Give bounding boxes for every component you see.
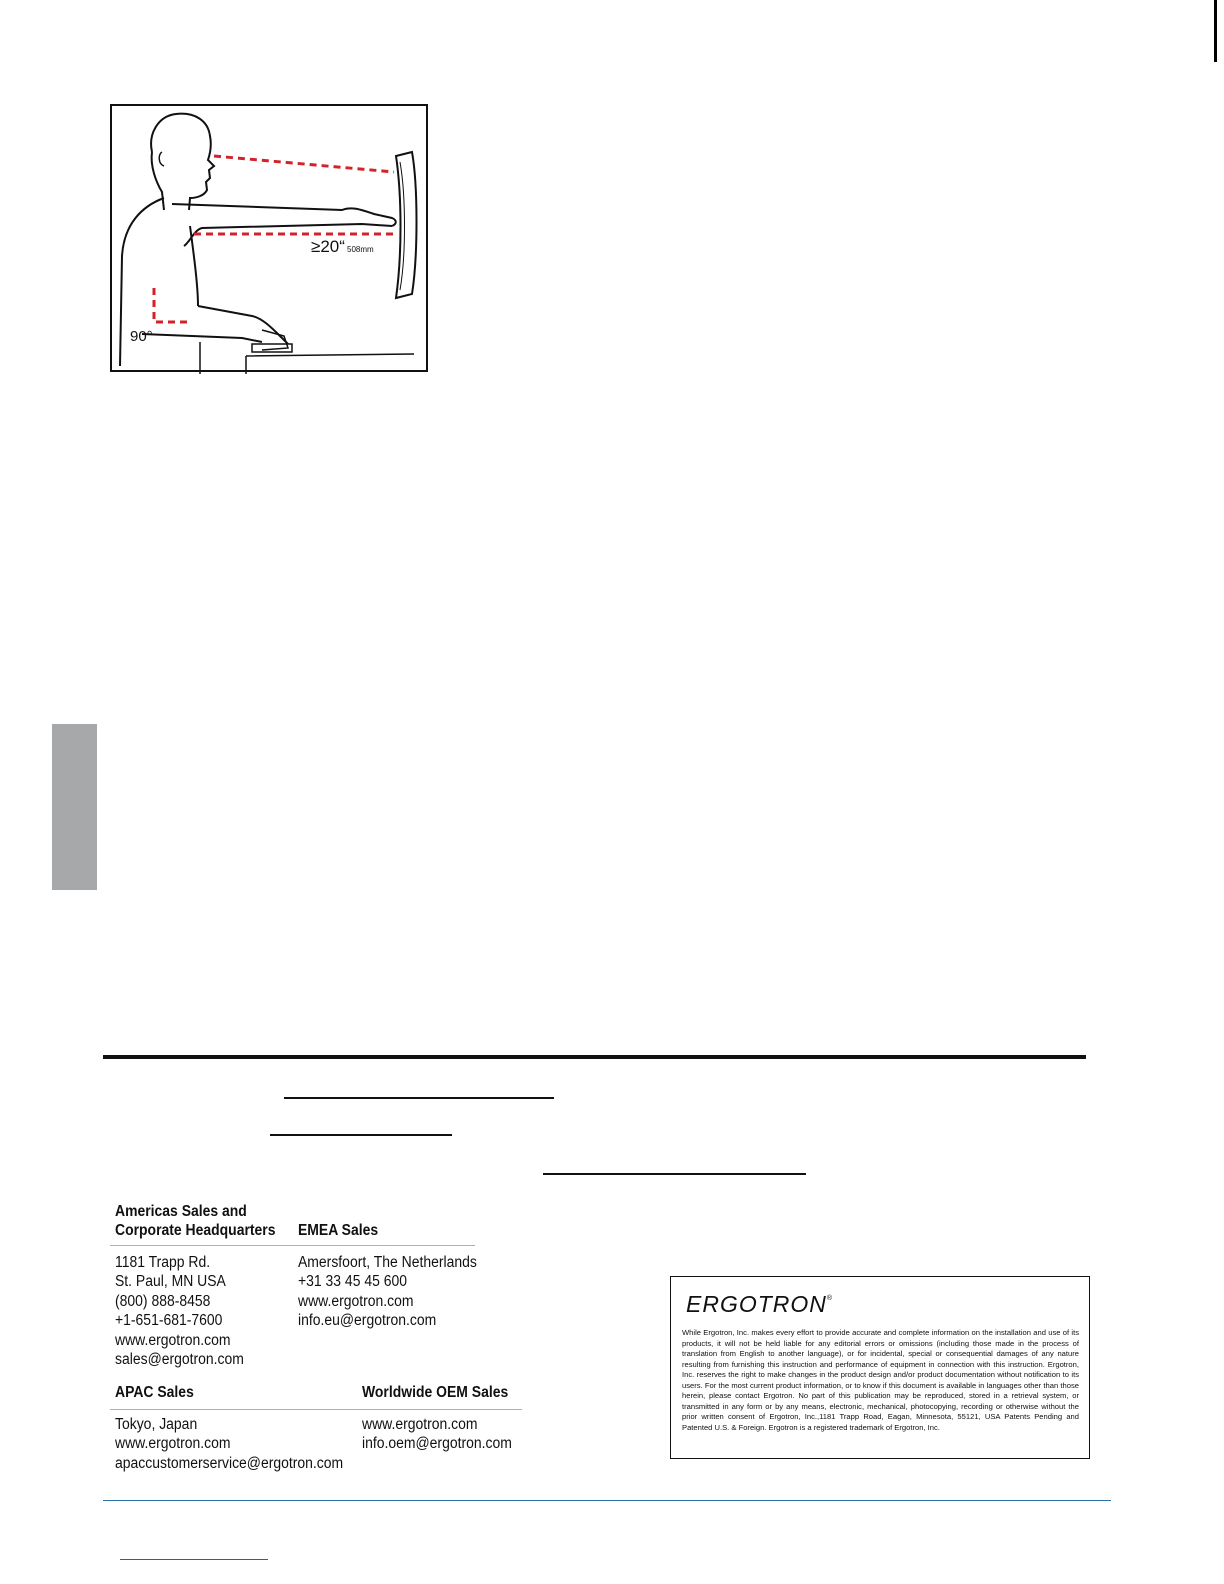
- oem-heading: Worldwide OEM Sales: [362, 1384, 509, 1401]
- oem-email[interactable]: info.oem@ergotron.com: [362, 1435, 512, 1453]
- americas-email[interactable]: sales@ergotron.com: [115, 1351, 244, 1369]
- front-torso: [190, 226, 198, 306]
- ergonomic-drawing: [112, 106, 430, 374]
- apac-city: Tokyo, Japan: [115, 1416, 198, 1433]
- link-underline-1[interactable]: [284, 1097, 554, 1099]
- americas-phone-tollfree: (800) 888-8458: [115, 1292, 211, 1310]
- link-underline-2[interactable]: [270, 1134, 452, 1136]
- disclaimer-text: While Ergotron, Inc. makes every effort to provide accurate and complete information on the installation and use of its products, it will not be held liable for any editorial errors or omissions (including those made in the process of translation from English to another language), or for incidental, special or consequential damages of any nature resulting from furnishing this instruction and performance of equipment in connection with this instruction. Ergotron, Inc. reserves the right to make changes in the product design and/or product documentation without notification to its users. For the most current product information, or to know if this document is available in languages other than those herein, please contact Ergotron. No part of this publication may be reproduced, stored in a retrieval system, or transmitted in any form or by any means, electronic, mechanical, photocopying, recording or otherwise without the prior written consent of Ergotron, Inc.,1181 Trapp Road, Eagan, Minnesota, 55121, USA Patents Pending and Patented U.S. & Foreign. Ergotron is a registered trademark of Ergotron, Inc.: [682, 1328, 1079, 1432]
- distance-label: ≥20“: [311, 237, 345, 256]
- americas-heading-line2: Corporate Headquarters: [115, 1222, 276, 1239]
- ergonomic-illustration: [110, 104, 428, 372]
- desk: [246, 354, 414, 374]
- logo-text: ERGOTRON: [686, 1291, 827, 1317]
- disclaimer-box: [670, 1276, 1090, 1459]
- ear: [159, 152, 164, 166]
- americas-heading-line1: Americas Sales and: [115, 1203, 247, 1220]
- bottom-link-underline[interactable]: [120, 1559, 268, 1560]
- americas-phone: +1-651-681-7600: [115, 1312, 223, 1330]
- americas-city: St. Paul, MN USA: [115, 1273, 226, 1291]
- side-tab: [52, 724, 97, 890]
- oem-website[interactable]: www.ergotron.com: [362, 1416, 478, 1433]
- monitor: [396, 152, 417, 298]
- emea-email[interactable]: info.eu@ergotron.com: [298, 1312, 437, 1330]
- arm-top: [172, 204, 396, 226]
- forearm-bottom: [142, 334, 262, 342]
- apac-oem-rule: [110, 1409, 522, 1410]
- emea-heading: EMEA Sales: [298, 1222, 379, 1239]
- apac-website[interactable]: www.ergotron.com: [115, 1435, 231, 1453]
- link-underline-3[interactable]: [543, 1173, 806, 1175]
- apac-heading: APAC Sales: [115, 1384, 194, 1401]
- distance-mm-label: 508mm: [347, 245, 374, 254]
- angle-label: 90°: [130, 328, 153, 345]
- elbow-angle: [154, 288, 188, 322]
- oem-contact-list: [362, 1415, 529, 1454]
- emea-city: Amersfoort, The Netherlands: [298, 1254, 477, 1271]
- emea-phone: +31 33 45 45 600: [298, 1273, 407, 1291]
- emea-contact-list: [298, 1253, 497, 1331]
- emea-website[interactable]: www.ergotron.com: [298, 1292, 414, 1310]
- americas-emea-rule: [110, 1245, 475, 1246]
- apac-email[interactable]: apaccustomerservice@ergotron.com: [115, 1454, 344, 1472]
- bottom-rule: [103, 1500, 1111, 1501]
- registered-mark: ®: [826, 1295, 833, 1302]
- arm-bottom: [184, 224, 392, 246]
- apac-contact-list: [115, 1415, 369, 1473]
- americas-contact-list: [115, 1253, 258, 1369]
- americas-address: 1181 Trapp Rd.: [115, 1254, 211, 1271]
- top-edge-rule: [1214, 0, 1217, 62]
- americas-website[interactable]: www.ergotron.com: [115, 1331, 231, 1349]
- eye-line: [214, 156, 394, 172]
- footer-separator: [103, 1055, 1086, 1059]
- ergotron-logo: [686, 1291, 832, 1318]
